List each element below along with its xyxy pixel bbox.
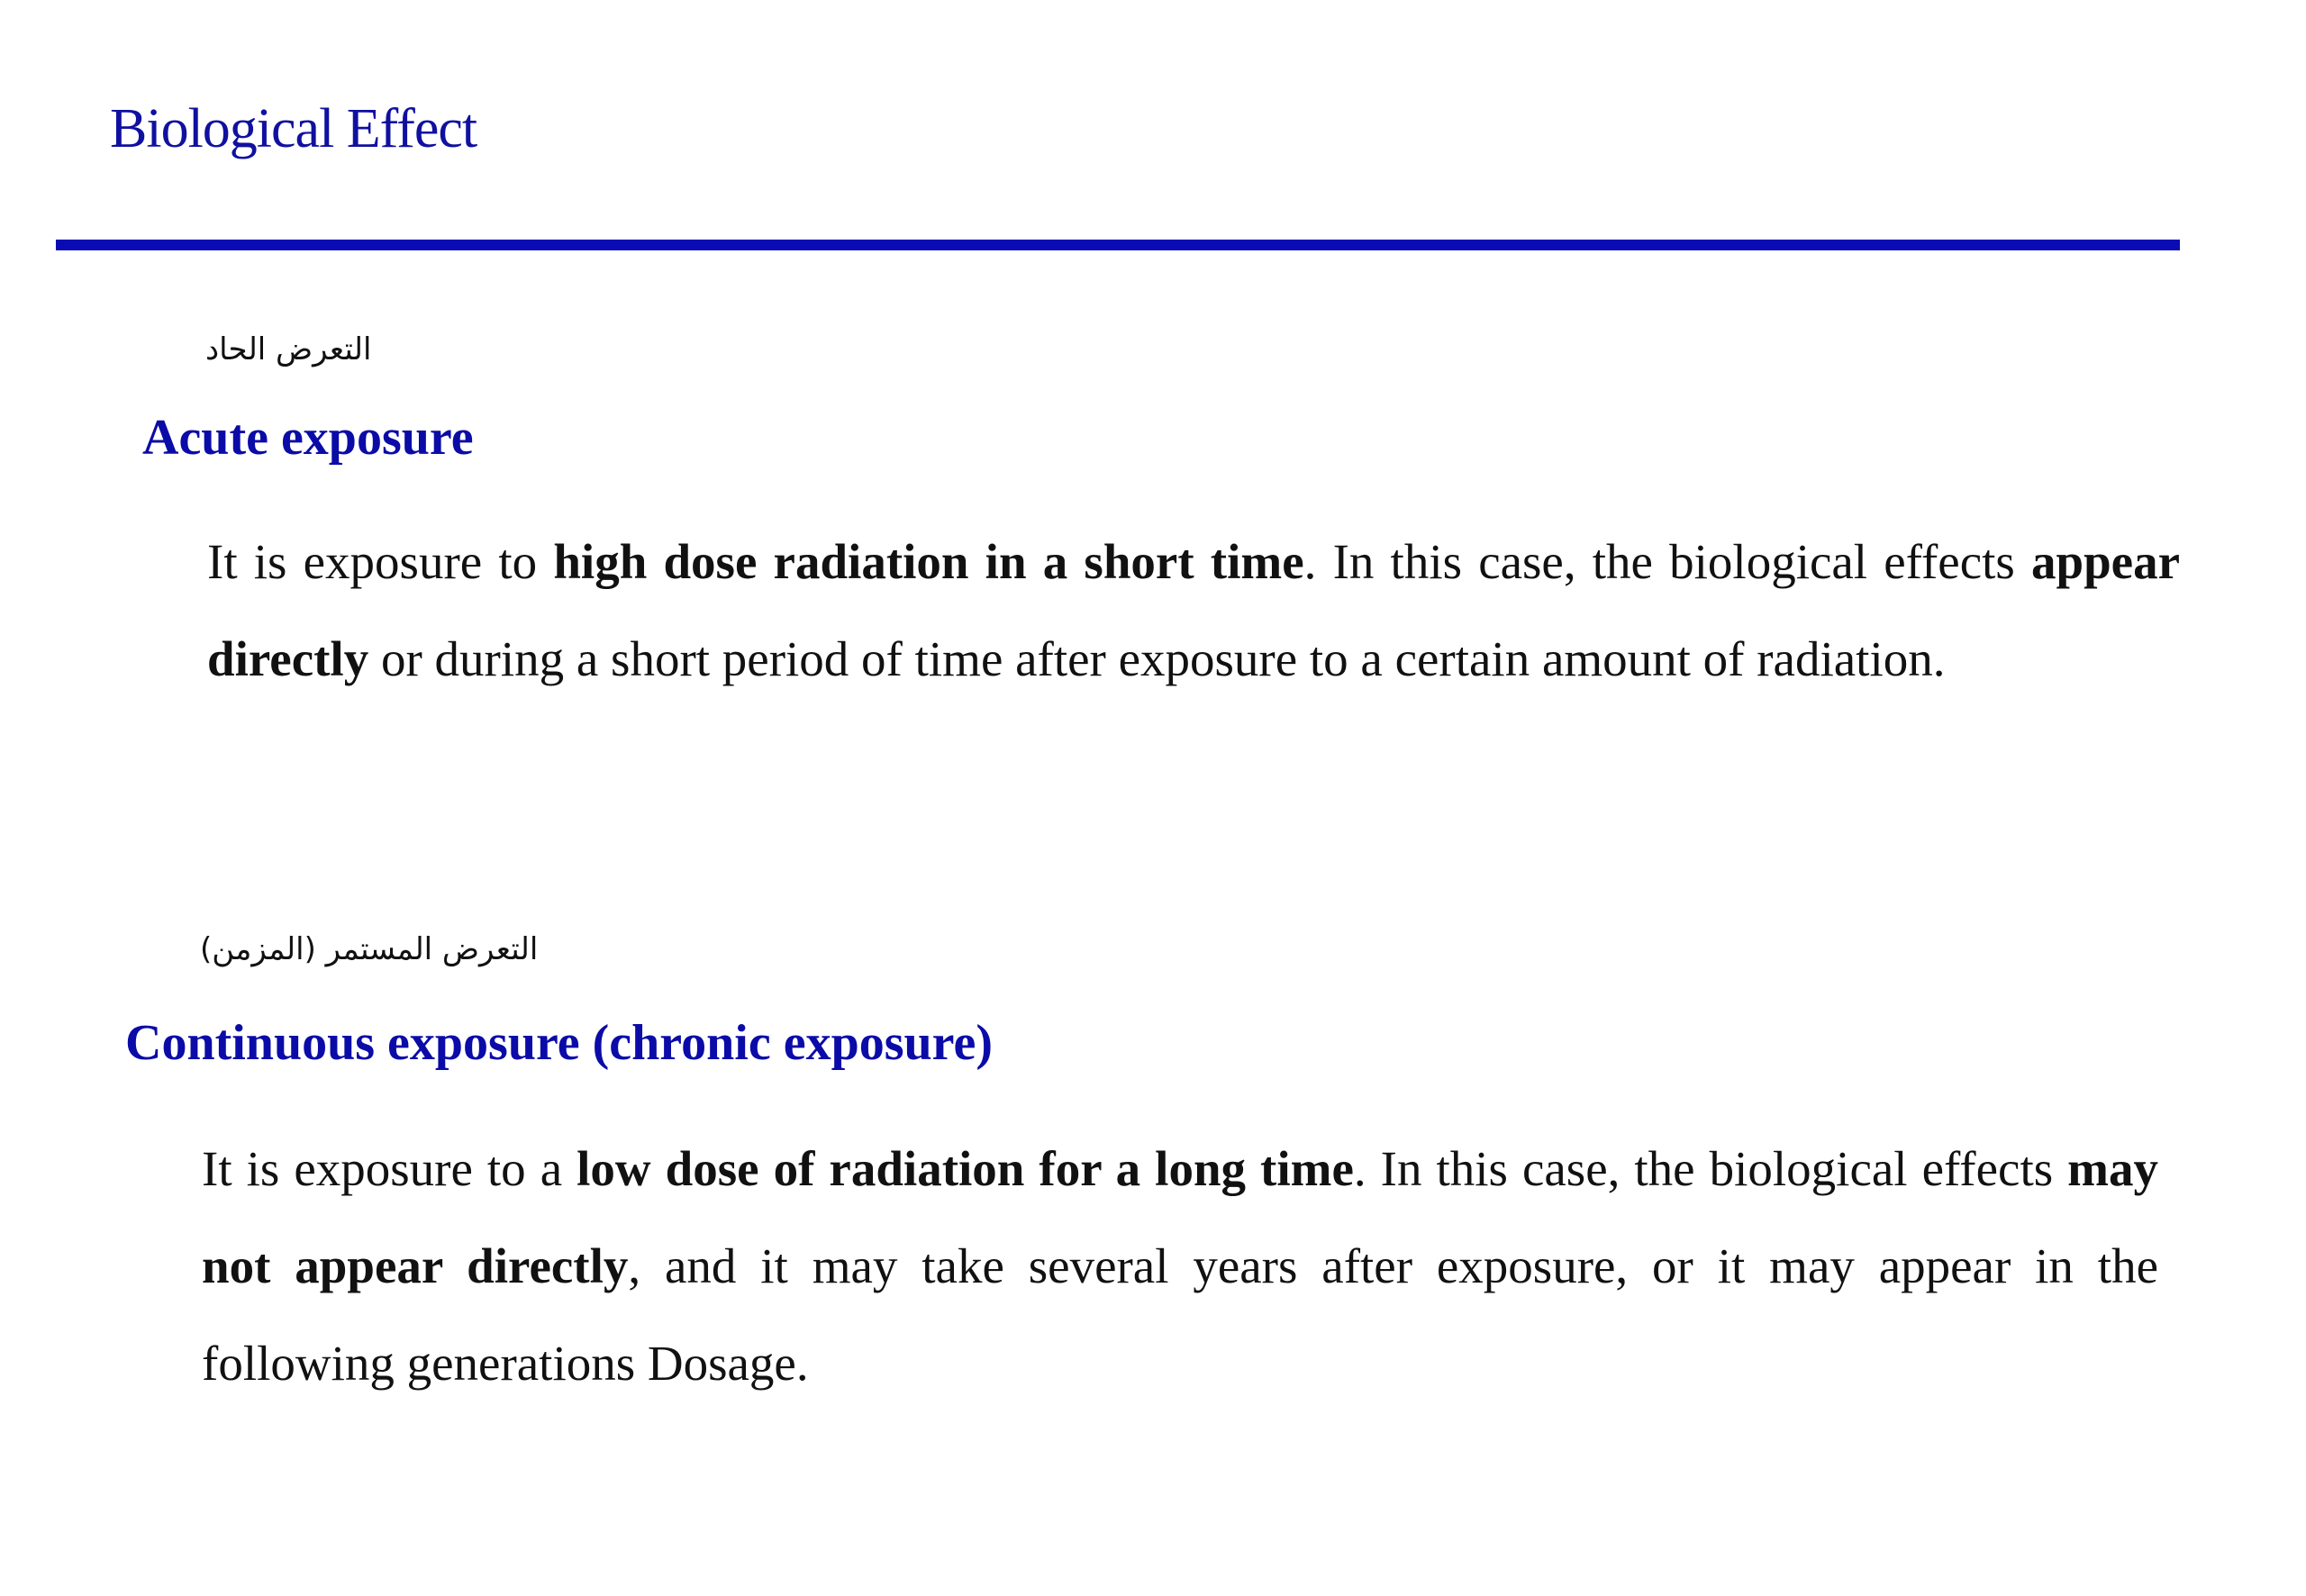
heading-acute-exposure: Acute exposure <box>142 410 474 466</box>
paragraph-text: It is exposure to <box>207 534 554 589</box>
paragraph-text: or during a short period of time after exposure to a certain amount of radiation. <box>368 631 1946 686</box>
paragraph-acute-exposure <box>207 513 2180 708</box>
paragraph-text: . In this case, the biological effects <box>1353 1141 2068 1196</box>
paragraph-chronic-exposure <box>202 1120 2158 1412</box>
paragraph-text: . In this case, the biological effects <box>1303 534 2031 589</box>
page-title: Biological Effect <box>110 98 477 159</box>
paragraph-text: , and it may take several years after exposure, or it may appear in the following generations Dosage. <box>202 1238 2159 1391</box>
arabic-label-chronic: التعرض المستمر (المزمن) <box>200 931 539 967</box>
heading-chronic-exposure: Continuous exposure (chronic exposure) <box>125 1015 993 1071</box>
paragraph-emphasis: high dose radiation in a short time <box>553 534 1304 589</box>
paragraph-emphasis: may not appear directly <box>202 1141 2158 1293</box>
title-divider <box>56 240 2180 250</box>
paragraph-emphasis: low dose of radiation for a long time <box>576 1141 1354 1196</box>
arabic-label-acute: التعرض الحاد <box>205 331 372 367</box>
paragraph-emphasis: appear directly <box>207 534 2180 686</box>
paragraph-text: It is exposure to a <box>202 1141 577 1196</box>
